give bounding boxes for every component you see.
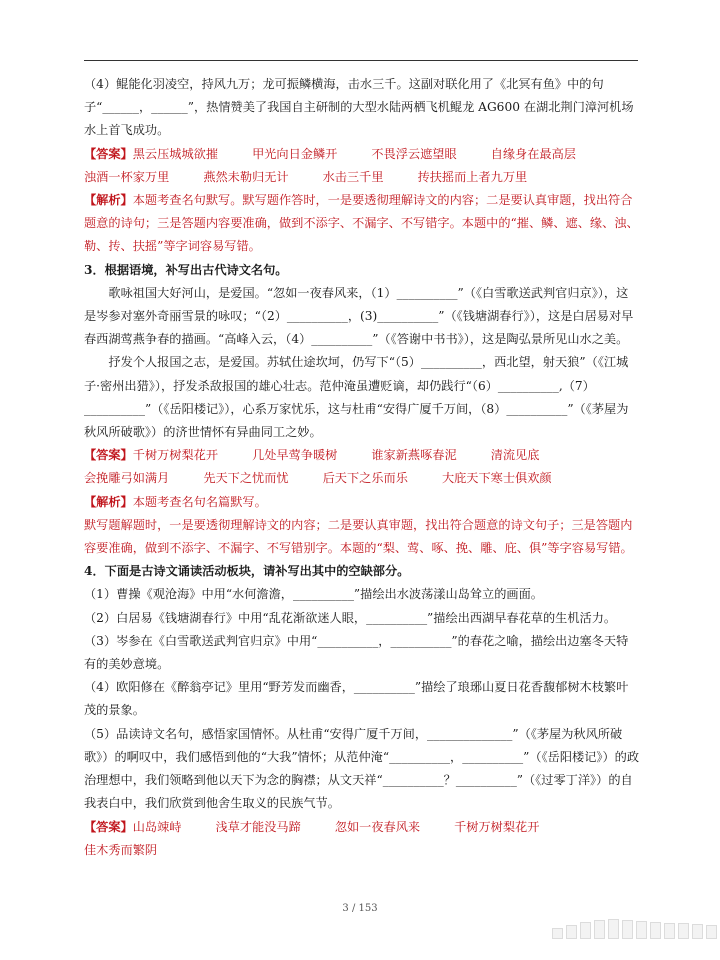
answer-item: 抟扶摇而上者九万里	[417, 169, 528, 184]
answer-item: 千树万树梨花开	[454, 819, 540, 834]
answer-item: 不畏浮云遮望眼	[371, 146, 457, 161]
answer-item: 浅草才能没马蹄	[215, 819, 301, 834]
question-3-para-1: 歌咏祖国大好河山，是爱国。“忽如一夜春风来，（1）__________”（《白雪歌送武判官归京》），这是岑参对塞外奇丽雪景的咏叹；“（2）__________，(3)__________”（《钱塘湖春行》），这是白居易对早春西湖莺燕争春的描画。“高峰入云，（4）__________”（《答谢中书书》），这是陶弘景所见山水之美。	[84, 285, 634, 347]
answer-item: 谁家新燕啄春泥	[371, 448, 457, 463]
analysis-block-1	[84, 189, 640, 259]
question-4-item: （3）岑参在《白雪歌送武判官归京》中用“__________，__________”的春花之喻，描绘出边塞冬天特有的美妙意境。	[84, 633, 629, 672]
analysis-line: 本题考查名句名篇默写。	[132, 494, 267, 509]
answer-item: 山岛竦峙	[132, 819, 182, 834]
answer-tag: 【答案】	[84, 819, 133, 834]
question-3-heading: 3．根据语境，补写出古代诗文名句。	[84, 262, 288, 277]
answer-item: 忽如一夜春风来	[334, 819, 421, 834]
question-4-item: （2）白居易《钱塘湖春行》中用“乱花渐欲迷人眼，__________”描绘出西湖早春花草的生机活力。	[84, 610, 617, 625]
answer-item: 会挽雕弓如满月	[84, 471, 170, 486]
answer-item: 后天下之乐而乐	[322, 471, 408, 486]
analysis-text-3: 默写题解题时，一是要透彻理解诗文的内容；二是要认真审题，找出符合题意的诗文句子；三是答题内容要准确，做到不添字、不漏字、不写错别字。本题的“梨、莺、啄、挽、雕、庇、俱”等字容易写错。	[84, 517, 633, 556]
answer-block-3	[84, 444, 640, 490]
question-4-item: （1）曹操《观沧海》中用“水何澹澹，__________”描绘出水波荡漾山岛耸立的画面。	[84, 587, 543, 602]
answer-item: 燕然未勒归无计	[203, 169, 289, 184]
analysis-tag: 【解析】	[84, 193, 133, 208]
answer-item: 千树万树梨花开	[132, 448, 219, 463]
answer-item: 甲光向日金鳞开	[252, 146, 338, 161]
answer-item: 几处早莺争暖树	[252, 448, 338, 463]
answer-item: 黑云压城城欲摧	[132, 146, 219, 161]
watermark-stamp-icon	[552, 919, 717, 939]
answer-tag: 【答案】	[84, 448, 133, 463]
analysis-text: 本题考查名句默写。默写题作答时，一是要透彻理解诗文的内容；二是要认真审题，找出符合题意的诗句；三是答题内容要准确，做到不添字、不漏字、不写错字。本题中的“摧、鳞、遮、缘、浊、勒、抟、扶摇”等字词容易写错。	[84, 193, 639, 254]
answer-item: 大庇天下寒士俱欢颜	[441, 471, 552, 486]
answer-block-1	[84, 143, 640, 189]
question-4-item: （5）品读诗文名句，感悟家国情怀。从杜甫“安得广厦千万间，______________”（《茅屋为秋风所破歌》）的啊叹中，我们感悟到他的“大我”情怀；从范仲淹“__________，__________”（《岳阳楼记》）的政治理想中，我们领略到他以天下为念的胸襟；从文天祥“__________？__________”（《过零丁洋》）的自我表白中，我们欣赏到他舍生取义的民族气节。	[84, 726, 640, 811]
header-rule	[84, 60, 638, 61]
answer-item: 清流见底	[490, 448, 540, 463]
question-4-text: （4）鲲能化羽凌空，持风九万；龙可振鳞横海，击水三千。这副对联化用了《北冥有鱼》中的句子“______，______”，热情赞美了我国自主研制的大型水陆两栖飞机鲲龙 AG600 在湖北荆门漳河机场水上首飞成功。	[84, 77, 634, 138]
question-4-heading: 4．下面是古诗文诵读活动板块，请补写出其中的空缺部分。	[84, 564, 410, 579]
analysis-block-3	[84, 491, 640, 514]
answer-tag: 【答案】	[84, 146, 133, 161]
answer-block-4	[84, 816, 640, 862]
answer-item: 自缘身在最高层	[490, 146, 576, 161]
answer-item: 浊酒一杯家万里	[84, 169, 170, 184]
page-number: 3 / 153	[342, 903, 378, 914]
answer-item: 先天下之忧而忧	[203, 471, 289, 486]
question-4-item: （4）欧阳修在《醉翁亭记》里用“野芳发而幽香，__________”描绘了琅琊山夏日花香馥郁树木枝繁叶茂的景象。	[84, 680, 629, 718]
question-3-para-2: 抒发个人报国之志，是爱国。苏轼仕途坎坷，仍写下“（5）__________，西北望，射天狼”（《江城子·密州出猎》），抒发杀敌报国的雄心壮志。范仲淹虽遭贬谪，却仍践行“（6）__________,（7）__________”（《岳阳楼记》），心系万家忧乐，这与杜甫“安得广厦千万间，（8）__________”（《茅屋为秋风所破歌》）的济世情怀有异曲同工之妙。	[84, 355, 629, 440]
answer-item: 水击三千里	[322, 169, 384, 184]
document-body	[84, 73, 640, 862]
analysis-tag: 【解析】	[84, 494, 133, 509]
answer-item: 佳木秀而繁阴	[84, 842, 158, 857]
